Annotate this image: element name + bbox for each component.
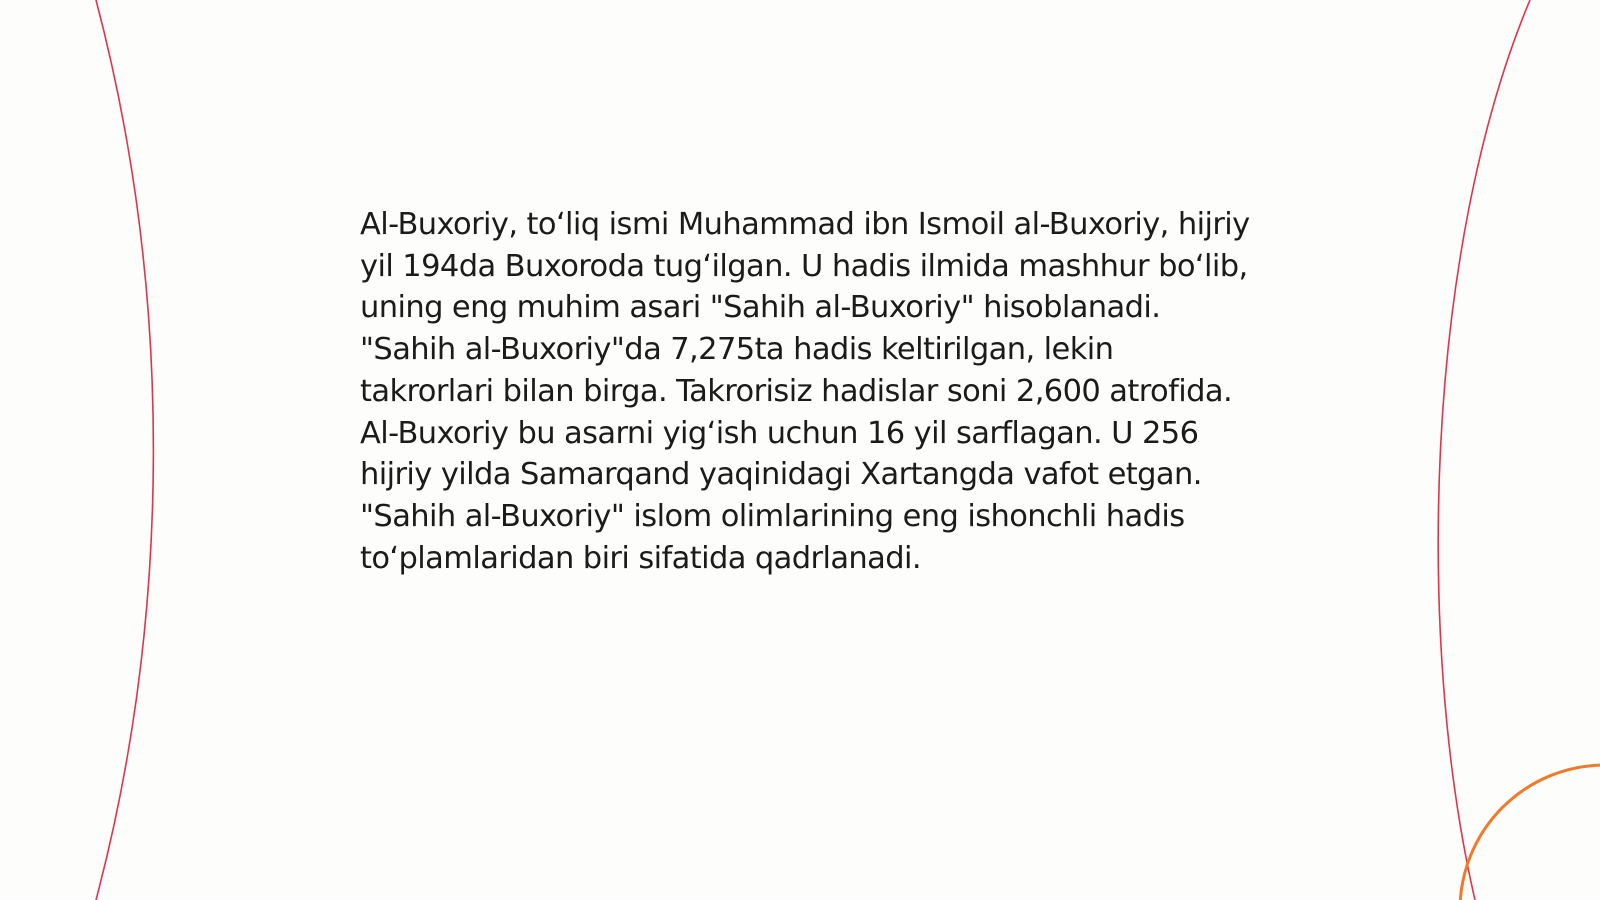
orange-ring — [1460, 765, 1600, 900]
body-paragraph: Al-Buxoriy, to‘liq ismi Muhammad ibn Ismoil al-Buxoriy, hijriy yil 194da Buxoroda tug‘ilgan. U hadis ilmida mashhur bo‘lib, uning eng muhim asari "Sahih al-Buxoriy" hisoblanadi. "Sahih al-Buxoriy"da 7,275ta hadis keltirilgan, lekin takrorlari bilan birga. Takrorisiz hadislar soni 2,600 atrofida. Al-Buxoriy bu asarni yig‘ish uchun 16 yil sarflagan. U 256 hijriy yilda Samarqand yaqinidagi Xartangda vafot etgan. "Sahih al-Buxoriy" islom olimlarining eng ishonchli hadis to‘plamlaridan biri sifatida qadrlanadi. — [360, 207, 1250, 576]
left-curve-line — [96, 0, 153, 900]
right-curve-line — [1438, 0, 1530, 900]
